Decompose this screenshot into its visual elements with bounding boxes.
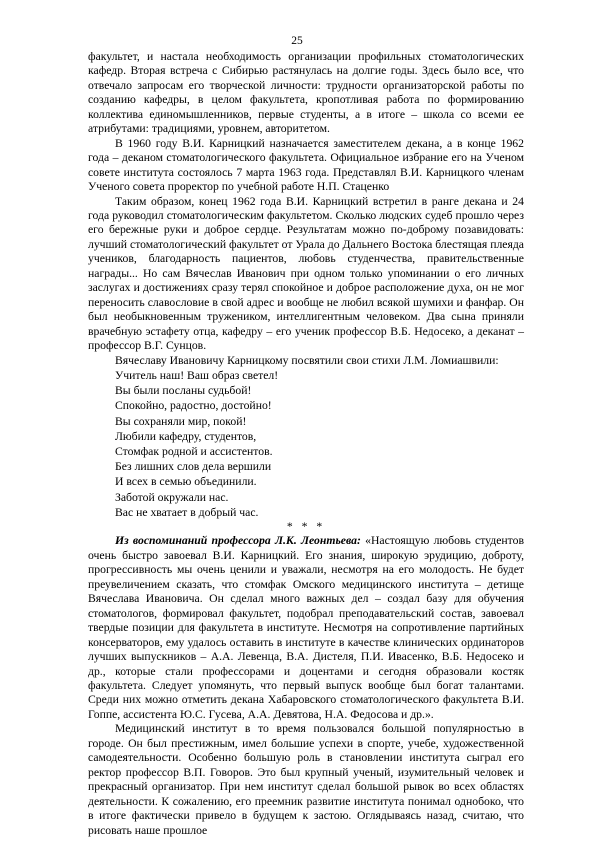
poem-line: Без лишних слов дела вершили	[115, 460, 272, 474]
poem-line: И всех в семью объединили.	[115, 475, 257, 489]
poem-line: Учитель наш! Ваш образ светел!	[115, 368, 279, 382]
poem-line: Заботой окружали нас.	[115, 490, 229, 504]
paragraph-1960: В 1960 году В.И. Карницкий назначается заместителем декана, а в конце 1962 года – деканом стоматологического факультета. Официальное избрание его на Ученом совете института состоялось 7 марта 1963 года. Представлял В.И. Карницкого членам Ученого совета проректор по учебной работе Н.П. Стаценко	[88, 136, 524, 194]
page-body	[88, 50, 524, 838]
poem-line: Вас не хватает в добрый час.	[115, 505, 259, 519]
page-number: 25	[291, 35, 303, 47]
poem-line: Вы были посланы судьбой!	[115, 384, 252, 398]
poem-line: Любили кафедру, студентов,	[115, 429, 257, 443]
paragraph-memoir	[88, 534, 524, 722]
memoir-lead: Из воспоминаний профессора Л.К. Леонтьева:	[115, 534, 361, 548]
poem-line: Стомфак родной и ассистентов.	[115, 444, 273, 458]
poem	[88, 368, 524, 520]
section-separator: * * *	[286, 520, 326, 533]
paragraph-intro: факультет, и настала необходимость организации профильных стоматологических кафедр. Вторая встреча с Сибирью растянулась на долгие годы. Здесь было все, что отвечало запросам его творческой личности: трудности организаторской работы по созданию кафедры, в целом факультета, кропотливая работа по формированию коллектива единомышленников, первые студенты, а в итоге – школа со всеми ее атрибутами: традициями, уровнем, авторитетом.	[88, 50, 524, 136]
poem-line: Спокойно, радостно, достойно!	[115, 399, 272, 413]
paragraph-poem-intro: Вячеславу Ивановичу Карницкому посвятили свои стихи Л.М. Ломиашвили:	[115, 353, 499, 367]
poem-line: Вы сохраняли мир, покой!	[115, 414, 247, 428]
paragraph-dean: Таким образом, конец 1962 года В.И. Карницкий встретил в ранге декана и 24 года руководил стоматологическим факультетом. Сколько людских судеб прошло через его бережные руки и доброе сердце. Результатам можно по-доброму позавидовать: лучший стоматологический факультет от Урала до Дальнего Востока блестящая плеяда учеников, благодарность пациентов, любовь студенчества, правительственные награды... Но сам Вячеслав Иванович при одном только упоминании о его личных заслугах и достижениях сразу терял спокойное и доброе расположение духа, он не мог переносить славословие в свой адрес и вообще не любил всякой шумихи и фанфар. Он был необыкновенным тружеником, интеллигентным человеком. Два сына приняли врачебную эстафету отца, кафедру – его ученик профессор В.Б. Недосеко, а деканат – профессор В.Г. Сунцов.	[88, 194, 524, 353]
memoir-text: «Настоящую любовь студентов очень быстро завоевал В.И. Карницкий. Его знания, широкую эрудицию, доброту, прогрессивность мы очень ценили и уважали, несмотря на его молодость. Не будет преувеличением сказать, что стомфак Омского медицинского института – детище Вячеслава Ивановича. Он сделал много важных дел – создал базу для обучения стоматологов, формировал факультет, подобрал преподавательский состав, завоевал твердые позиции для факультета в институте. Несмотря на сопротивление партийных консерваторов, ему удалось оставить в институте в качестве клинических ординаторов лучших выпускников – А.А. Левенца, В.А. Дистеля, П.И. Ивасенко, В.Б. Недосеко и др., которые стали профессорами и доцентами и сегодня образовали костяк факультета. Следует упомянуть, что первый выпуск вообще был богат талантами. Среди них можно отметить декана Хабаровского стоматологического факультета В.И. Гоппе, ассистента Ю.С. Гусева, А.А. Девятова, Н.А. Федосова и др.».	[88, 534, 524, 721]
paragraph-institute: Медицинский институт в то время пользовался большой популярностью в городе. Он был престижным, имел большие успехи в спорте, учебе, художественной самодеятельности. Особенно большую роль в становлении института сыграл его ректор профессор В.П. Говоров. Это был крупный ученый, изумительный человек и прекрасный организатор. При нем институт сделал большой рывок во всех областях деятельности. К сожалению, его преемник развитие института понимал однобоко, что в итоге фактически привело в будущем к застою. Оглядываясь назад, считаю, что рисовать наше прошлое	[88, 722, 524, 837]
